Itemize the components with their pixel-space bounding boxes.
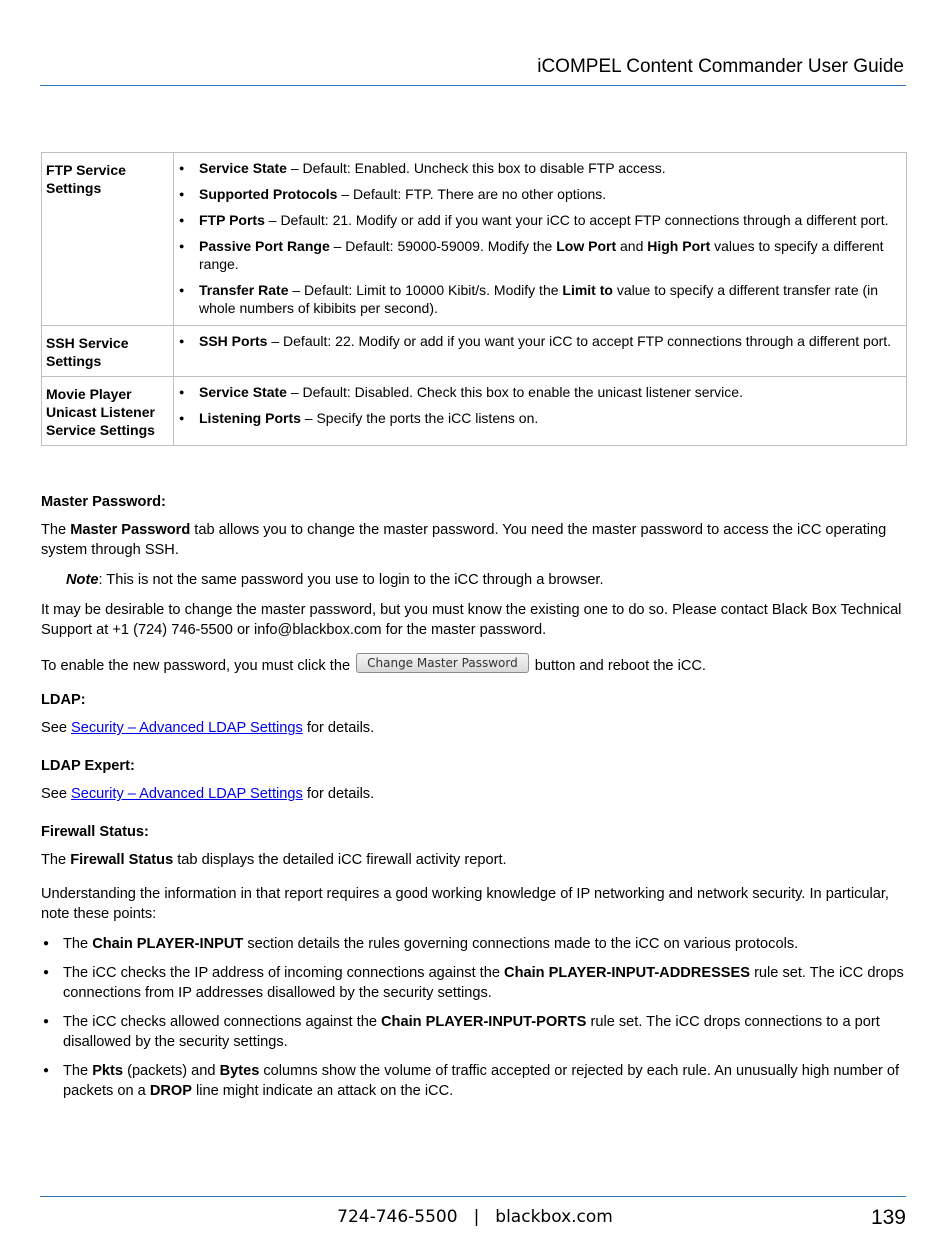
- list-item: ● Service State – Default: Disabled. Check this box to enable the unicast listener service.: [184, 383, 896, 401]
- table-row: [42, 153, 907, 326]
- footer-website: blackbox.com: [495, 1207, 613, 1227]
- change-master-password-button[interactable]: Change Master Password: [356, 653, 529, 673]
- settings-list: [184, 383, 896, 427]
- paragraph: Understanding the information in that report requires a good working knowledge of IP networking and network security. In particular, note these points:: [41, 886, 889, 923]
- list-item: ● The Pkts (packets) and Bytes columns show the volume of traffic accepted or rejected by each rule. An unusually high number of packets on a DROP line might indicate an attack on the iCC.: [41, 1061, 907, 1101]
- footer-phone: 724-746-5500: [337, 1207, 458, 1227]
- row-label: Movie Player Unicast Listener Service Settings: [42, 377, 174, 446]
- paragraph: The Firewall Status tab displays the detailed iCC firewall activity report.: [41, 852, 507, 869]
- main-content: [41, 492, 907, 1110]
- footer-contact: [0, 1207, 950, 1227]
- settings-list: [184, 159, 896, 317]
- section-heading-ldap-expert: LDAP Expert:: [41, 758, 135, 775]
- list-item: ● The iCC checks the IP address of incoming connections against the Chain PLAYER-INPUT-ADDRESSES rule set. The iCC drops connections from IP addresses disallowed by the security settings.: [41, 963, 907, 1003]
- paragraph: See Security – Advanced LDAP Settings for details.: [41, 720, 375, 737]
- footer-separator: |: [473, 1207, 480, 1227]
- section-heading-master-password: Master Password:: [41, 494, 166, 510]
- footer-divider: [40, 1196, 906, 1197]
- list-item: ● Transfer Rate – Default: Limit to 10000 Kibit/s. Modify the Limit to value to specify a different transfer rate (in whole numbers of kibibits per second).: [184, 281, 896, 317]
- paragraph: See Security – Advanced LDAP Settings for details.: [41, 786, 375, 803]
- row-label: FTP Service Settings: [42, 153, 174, 326]
- section-heading-firewall-status: Firewall Status:: [41, 824, 149, 841]
- list-item: ● SSH Ports – Default: 22. Modify or add if you want your iCC to accept FTP connections through a different port.: [184, 332, 896, 350]
- page-number: 139: [870, 1206, 906, 1229]
- paragraph: The Master Password tab allows you to change the master password. You need the master password to access the iCC operating system through SSH.: [41, 522, 887, 558]
- ldap-expert-settings-link[interactable]: Security – Advanced LDAP Settings: [71, 786, 303, 803]
- list-item: ● Listening Ports – Specify the ports the iCC listens on.: [184, 409, 896, 427]
- table-row: [42, 326, 907, 377]
- firewall-points-list: [41, 934, 907, 1101]
- document-title: iCOMPEL Content Commander User Guide: [537, 56, 904, 77]
- settings-list: [184, 332, 896, 350]
- list-item: ● Service State – Default: Enabled. Uncheck this box to disable FTP access.: [184, 159, 896, 177]
- row-label: SSH Service Settings: [42, 326, 174, 377]
- paragraph: To enable the new password, you must click the Change Master Password button and reboot the iCC.: [41, 656, 907, 676]
- list-item: ● The iCC checks allowed connections against the Chain PLAYER-INPUT-PORTS rule set. The iCC drops connections to a port disallowed by the security settings.: [41, 1012, 907, 1052]
- section-heading-ldap: LDAP:: [41, 692, 86, 709]
- page-header: [40, 55, 906, 86]
- paragraph: It may be desirable to change the master password, but you must know the existing one to do so. Please contact Black Box Technical Support at +1 (724) 746-5500 or info@blackbox.com for the master password.: [41, 602, 902, 638]
- note: Note: This is not the same password you use to login to the iCC through a browser.: [66, 572, 604, 588]
- list-item: ● Supported Protocols – Default: FTP. There are no other options.: [184, 185, 896, 203]
- list-item: ● The Chain PLAYER-INPUT section details the rules governing connections made to the iCC on various protocols.: [41, 934, 907, 954]
- service-settings-table: [41, 152, 907, 446]
- list-item: ● FTP Ports – Default: 21. Modify or add if you want your iCC to accept FTP connections through a different port.: [184, 211, 896, 229]
- ldap-settings-link[interactable]: Security – Advanced LDAP Settings: [71, 720, 303, 737]
- table-row: [42, 377, 907, 446]
- list-item: ● Passive Port Range – Default: 59000-59009. Modify the Low Port and High Port values to specify a different range.: [184, 237, 896, 273]
